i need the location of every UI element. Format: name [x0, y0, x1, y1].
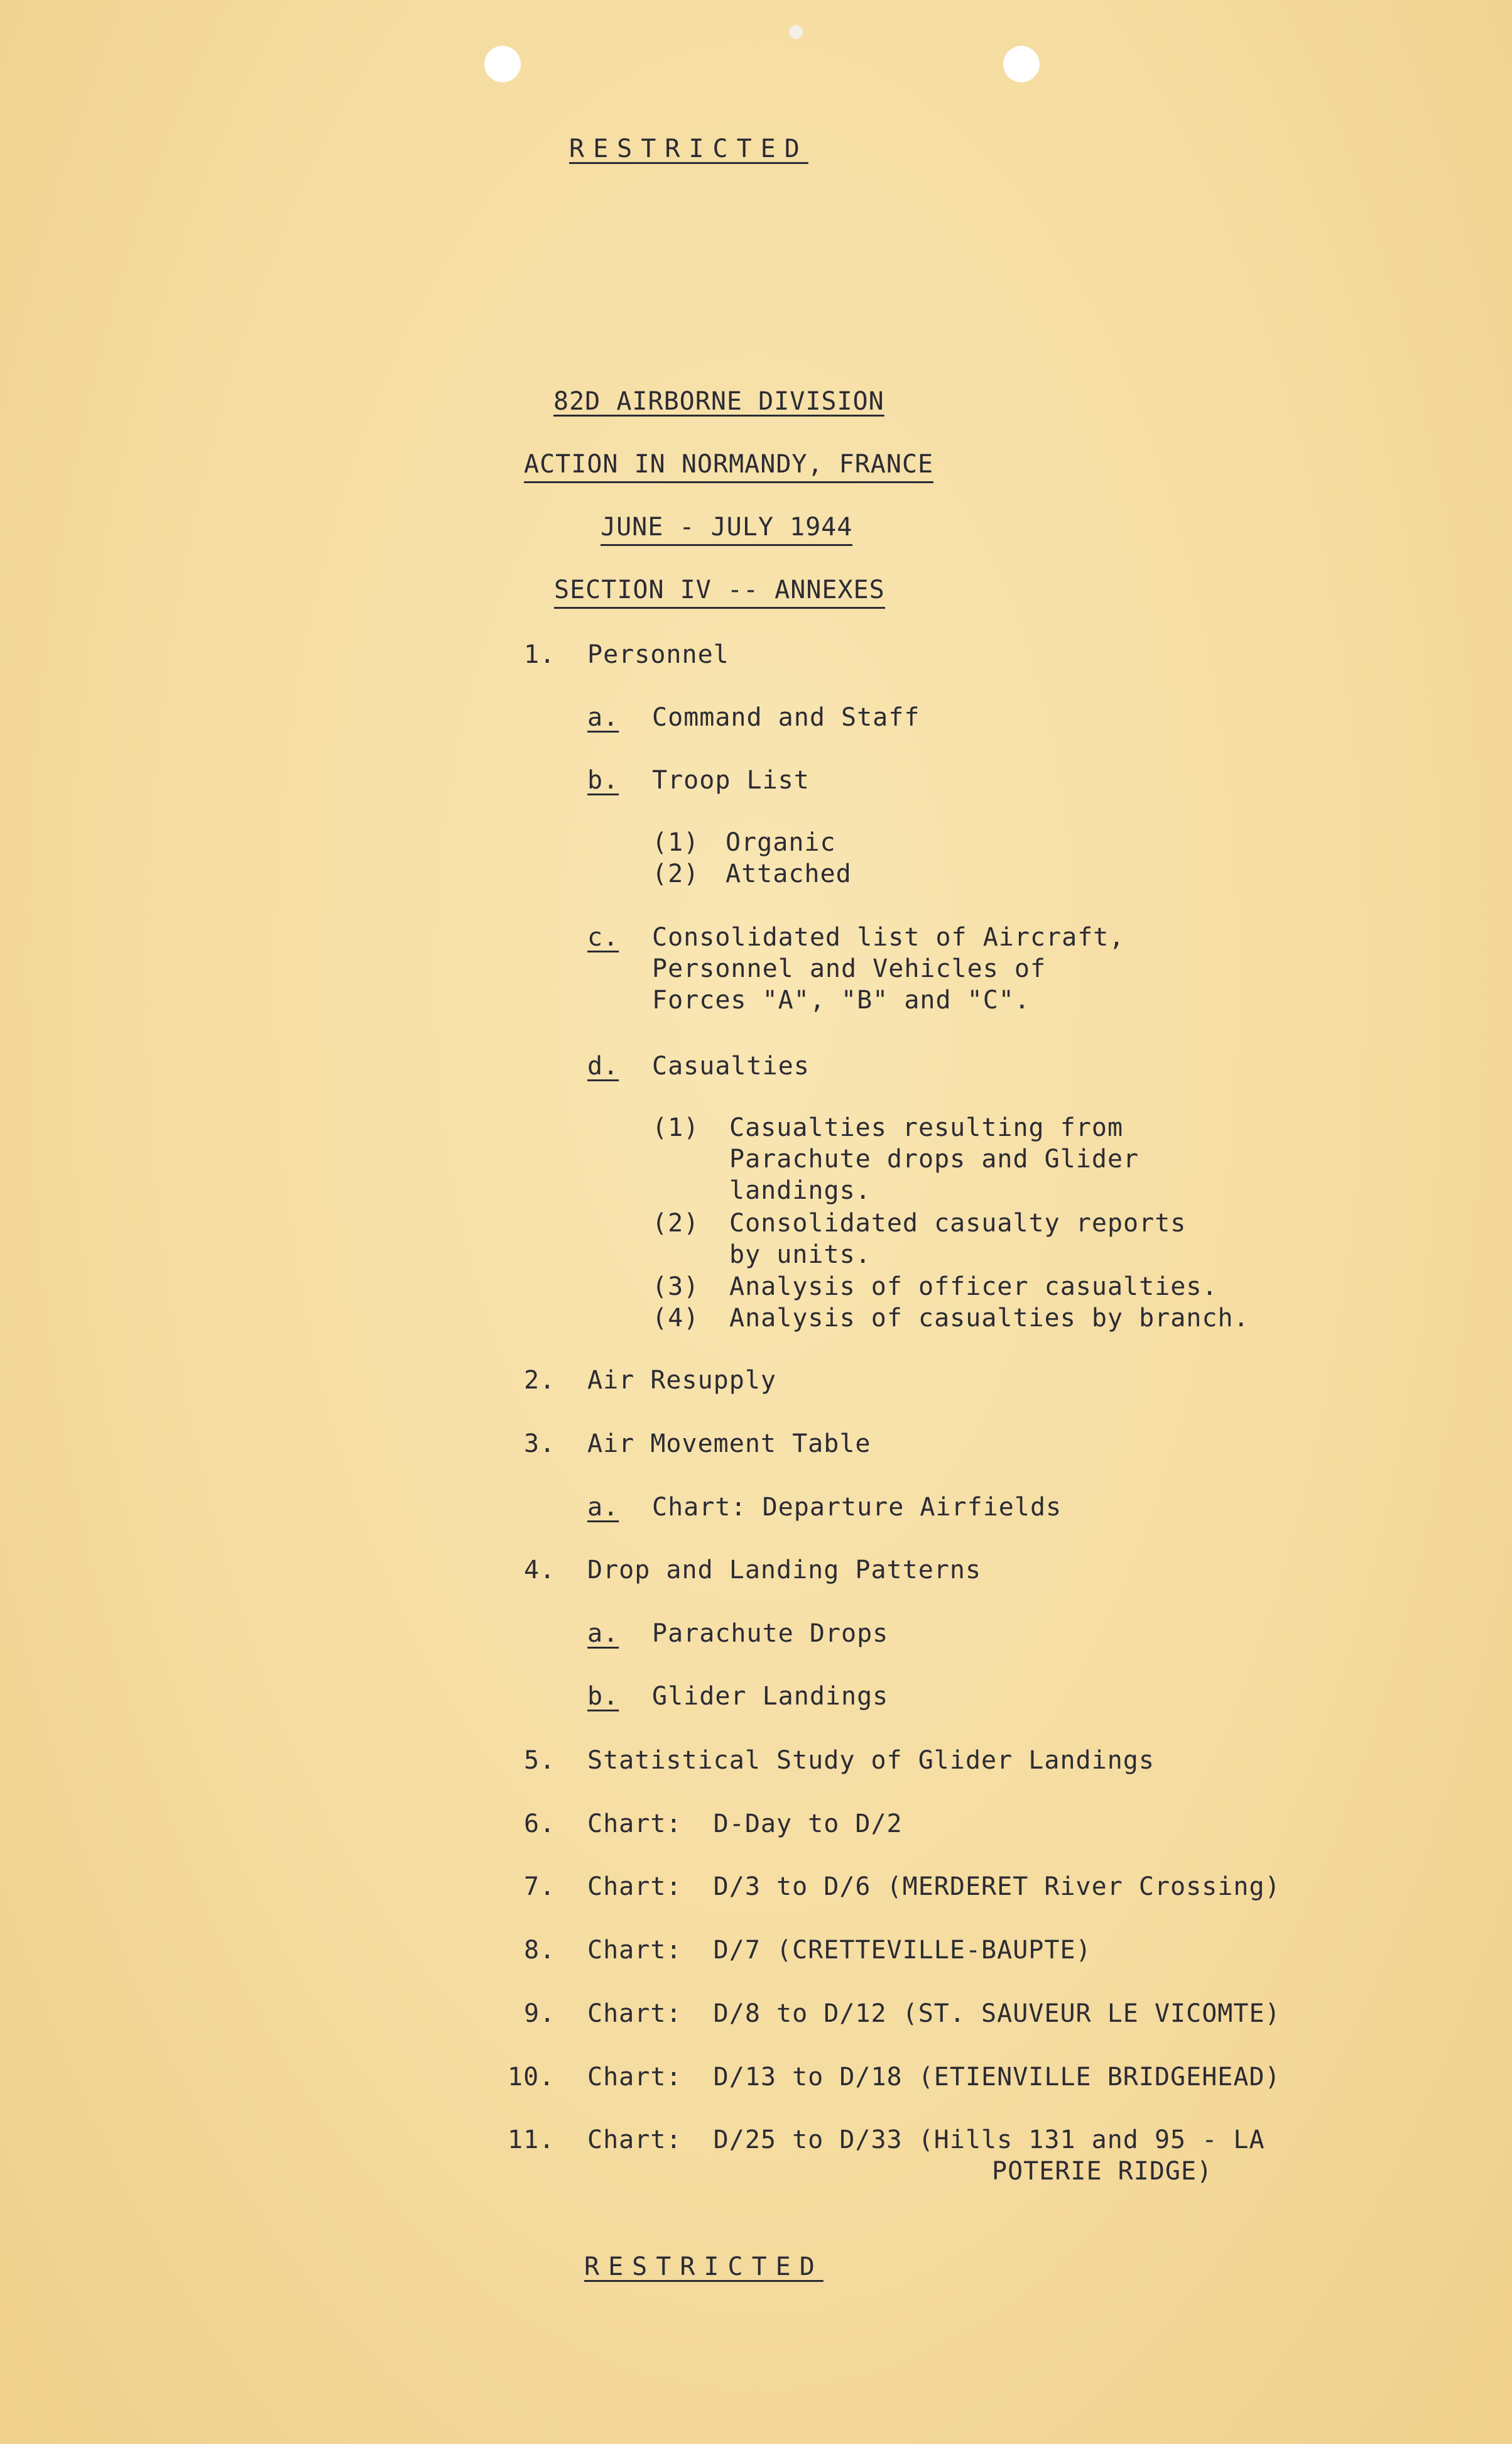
punch-hole-right — [1003, 46, 1040, 82]
subsub-label: Analysis of officer casualties. — [729, 1272, 1218, 1301]
subitem-letter: d. — [587, 1052, 619, 1081]
subsub-label: Organic — [726, 828, 836, 857]
subitem-letter: a. — [587, 1493, 619, 1522]
header-line-2: ACTION IN NORMANDY, FRANCE — [524, 449, 933, 483]
subsub-label: Parachute drops and Glider — [729, 1145, 1139, 1174]
subitem-letter: a. — [587, 703, 619, 732]
subitem-letter: a. — [587, 1619, 619, 1648]
subsub-label: by units. — [729, 1240, 871, 1269]
item-number: 5. — [524, 1746, 556, 1775]
punch-hole-left — [484, 46, 521, 82]
item-label: Drop and Landing Patterns — [587, 1556, 982, 1585]
item-number: 1. — [524, 640, 556, 669]
classification-top: RESTRICTED — [569, 134, 808, 163]
item-label: Personnel — [587, 640, 729, 669]
subitem-label: Personnel and Vehicles of — [652, 954, 1047, 983]
subsub-number: (3) — [652, 1272, 700, 1301]
subsub-label: Casualties resulting from — [729, 1113, 1124, 1142]
header-line-3: JUNE - JULY 1944 — [601, 511, 852, 546]
subitem-letter: b. — [587, 1682, 619, 1711]
item-number: 11. — [508, 2125, 555, 2154]
subsub-label: Consolidated casualty reports — [729, 1209, 1187, 1238]
header-line-1: 82D AIRBORNE DIVISION — [553, 387, 884, 416]
subitem-letter: c. — [587, 923, 619, 952]
subitem-label: Command and Staff — [652, 703, 920, 732]
item-label: Chart: D/25 to D/33 (Hills 131 and 95 - LA — [587, 2125, 1265, 2154]
subitem-label: Consolidated list of Aircraft, — [652, 923, 1125, 952]
classification-bottom: RESTRICTED — [584, 2252, 824, 2281]
header-line-4: SECTION IV -- ANNEXES — [554, 574, 885, 609]
punch-hole-center — [789, 25, 803, 39]
subsub-label: landings. — [729, 1176, 871, 1205]
subitem-label: Forces "A", "B" and "C". — [652, 986, 1030, 1015]
item-label: Air Movement Table — [587, 1429, 871, 1458]
item-number: 3. — [524, 1429, 556, 1458]
item-label: POTERIE RIDGE) — [992, 2157, 1213, 2186]
item-number: 4. — [524, 1556, 556, 1585]
item-number: 10. — [508, 2063, 555, 2092]
subitem-letter: b. — [587, 766, 619, 795]
subsub-number: (1) — [652, 828, 700, 857]
item-number: 7. — [524, 1872, 556, 1901]
item-label: Statistical Study of Glider Landings — [587, 1746, 1155, 1775]
subsub-number: (1) — [652, 1113, 700, 1142]
subitem-label: Chart: Departure Airfields — [652, 1493, 1062, 1522]
subitem-label: Parachute Drops — [652, 1619, 889, 1648]
subsub-label: Attached — [726, 859, 852, 888]
item-label: Air Resupply — [587, 1366, 776, 1395]
item-number: 9. — [524, 1999, 556, 2028]
subsub-number: (2) — [652, 1209, 700, 1238]
subsub-label: Analysis of casualties by branch. — [729, 1304, 1249, 1333]
item-label: Chart: D-Day to D/2 — [587, 1809, 903, 1838]
item-label: Chart: D/13 to D/18 (ETIENVILLE BRIDGEHEAD) — [587, 2063, 1281, 2092]
item-label: Chart: D/3 to D/6 (MERDERET River Crossing) — [587, 1872, 1281, 1901]
subsub-number: (4) — [652, 1304, 700, 1333]
item-number: 2. — [524, 1366, 556, 1395]
subsub-number: (2) — [652, 859, 700, 888]
item-label: Chart: D/8 to D/12 (ST. SAUVEUR LE VICOMTE) — [587, 1999, 1281, 2028]
item-number: 6. — [524, 1809, 556, 1838]
subitem-label: Glider Landings — [652, 1682, 889, 1711]
item-label: Chart: D/7 (CRETTEVILLE-BAUPTE) — [587, 1936, 1092, 1965]
item-number: 8. — [524, 1936, 556, 1965]
subitem-label: Troop List — [652, 766, 810, 795]
subitem-label: Casualties — [652, 1052, 810, 1081]
